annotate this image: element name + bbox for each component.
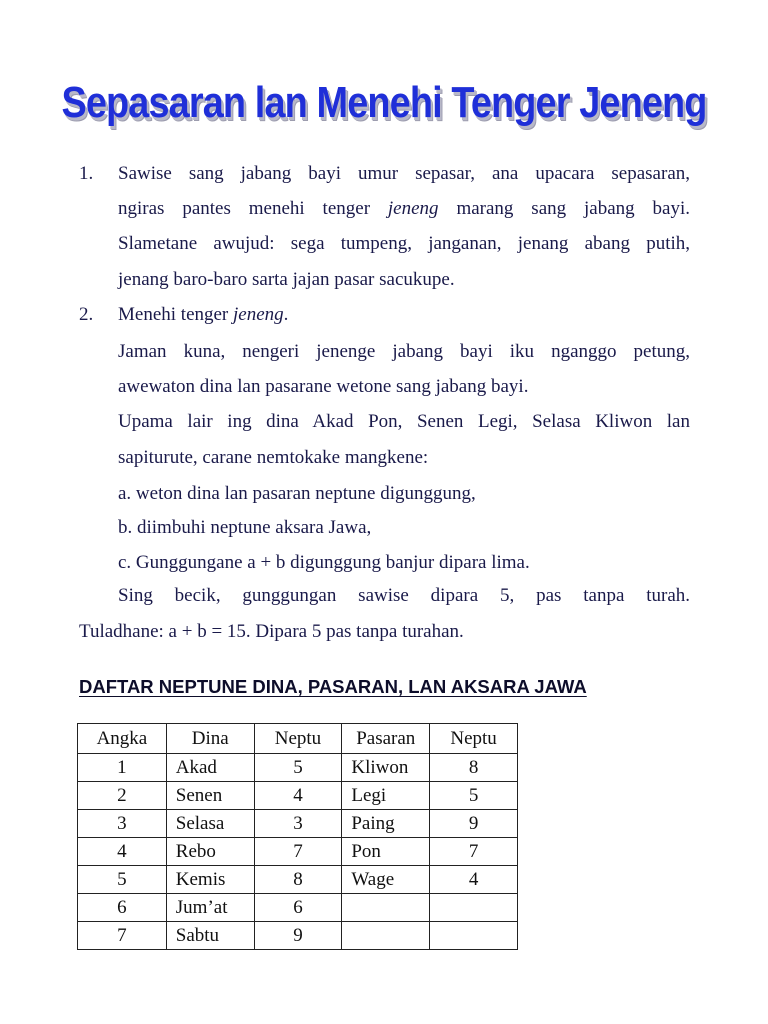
item-2-line-5: Sing becik, gunggungan sawise dipara 5, pas tanpa turah.	[118, 585, 690, 606]
table-cell: 6	[78, 894, 167, 922]
table-cell: Selasa	[166, 810, 254, 838]
item-2-line-3: Upama lair ing dina Akad Pon, Senen Legi, Selasa Kliwon lan	[118, 411, 690, 432]
table-cell	[430, 922, 518, 950]
table-cell: Paing	[342, 810, 430, 838]
header-neptu-pasaran: Neptu	[430, 724, 518, 754]
item-2-line-2: awewaton dina lan pasarane wetone sang jabang bayi.	[118, 376, 529, 397]
item-1-line-1: Sawise sang jabang bayi umur sepasar, ana upacara sepasaran,	[118, 163, 690, 184]
table-row	[78, 754, 518, 782]
item-1-line-3: Slametane awujud: sega tumpeng, janganan, jenang abang putih,	[118, 233, 690, 254]
italic-word: jeneng	[233, 304, 284, 325]
table-row	[78, 810, 518, 838]
table-cell: 6	[254, 894, 342, 922]
table-cell: Kliwon	[342, 754, 430, 782]
item-2-number: 2.	[79, 304, 94, 325]
table-row	[78, 782, 518, 810]
header-pasaran: Pasaran	[342, 724, 430, 754]
table-cell: 3	[78, 810, 167, 838]
item-2-sub-a: a. weton dina lan pasaran neptune digunggung,	[118, 483, 476, 504]
table-cell: Sabtu	[166, 922, 254, 950]
item-2-line-6: Tuladhane: a + b = 15. Dipara 5 pas tanpa turahan.	[79, 621, 464, 642]
item-2-line-1: Jaman kuna, nengeri jenenge jabang bayi iku nganggo petung,	[118, 341, 690, 362]
table-cell	[430, 894, 518, 922]
table-cell: 7	[78, 922, 167, 950]
table-heading: DAFTAR NEPTUNE DINA, PASARAN, LAN AKSARA JAWA	[79, 676, 587, 697]
table-cell: Senen	[166, 782, 254, 810]
item-2-sub-c: c. Gunggungane a + b digunggung banjur dipara lima.	[118, 552, 530, 573]
table-cell: 1	[78, 754, 167, 782]
table-cell: 4	[78, 838, 167, 866]
table-cell	[342, 922, 430, 950]
italic-word: jeneng	[387, 198, 439, 219]
table-cell: 5	[254, 754, 342, 782]
header-dina: Dina	[166, 724, 254, 754]
table-cell: Wage	[342, 866, 430, 894]
table-row	[78, 866, 518, 894]
table-cell: Akad	[166, 754, 254, 782]
table-row	[78, 838, 518, 866]
table-cell: Pon	[342, 838, 430, 866]
table-row	[78, 922, 518, 950]
table-cell: 3	[254, 810, 342, 838]
table-cell: 9	[254, 922, 342, 950]
item-1-number: 1.	[79, 163, 94, 184]
item-1-line-4: jenang baro-baro sarta jajan pasar sacukupe.	[118, 269, 455, 290]
table-cell	[342, 894, 430, 922]
table-cell: Rebo	[166, 838, 254, 866]
table-cell: 9	[430, 810, 518, 838]
page-title: Sepasaran lan Menehi Tenger Jeneng	[61, 78, 707, 127]
table-cell: 7	[254, 838, 342, 866]
table-cell: 8	[254, 866, 342, 894]
item-1-line-2: ngiras pantes menehi tenger jeneng marang sang jabang bayi.	[118, 198, 690, 219]
table-cell: 7	[430, 838, 518, 866]
table-cell: 4	[254, 782, 342, 810]
table-cell: Legi	[342, 782, 430, 810]
header-neptu-dina: Neptu	[254, 724, 342, 754]
table-header-row	[78, 724, 518, 754]
table-cell: Jum’at	[166, 894, 254, 922]
item-2-sub-b: b. diimbuhi neptune aksara Jawa,	[118, 517, 372, 538]
table-cell: 2	[78, 782, 167, 810]
table-row	[78, 894, 518, 922]
table-cell: 8	[430, 754, 518, 782]
neptu-table	[77, 723, 518, 950]
table-cell: Kemis	[166, 866, 254, 894]
table-cell: 5	[430, 782, 518, 810]
table-cell: 5	[78, 866, 167, 894]
item-2-line-4: sapiturute, carane nemtokake mangkene:	[118, 447, 429, 468]
header-angka: Angka	[78, 724, 167, 754]
table-cell: 4	[430, 866, 518, 894]
item-2-intro: Menehi tenger jeneng.	[118, 304, 289, 325]
